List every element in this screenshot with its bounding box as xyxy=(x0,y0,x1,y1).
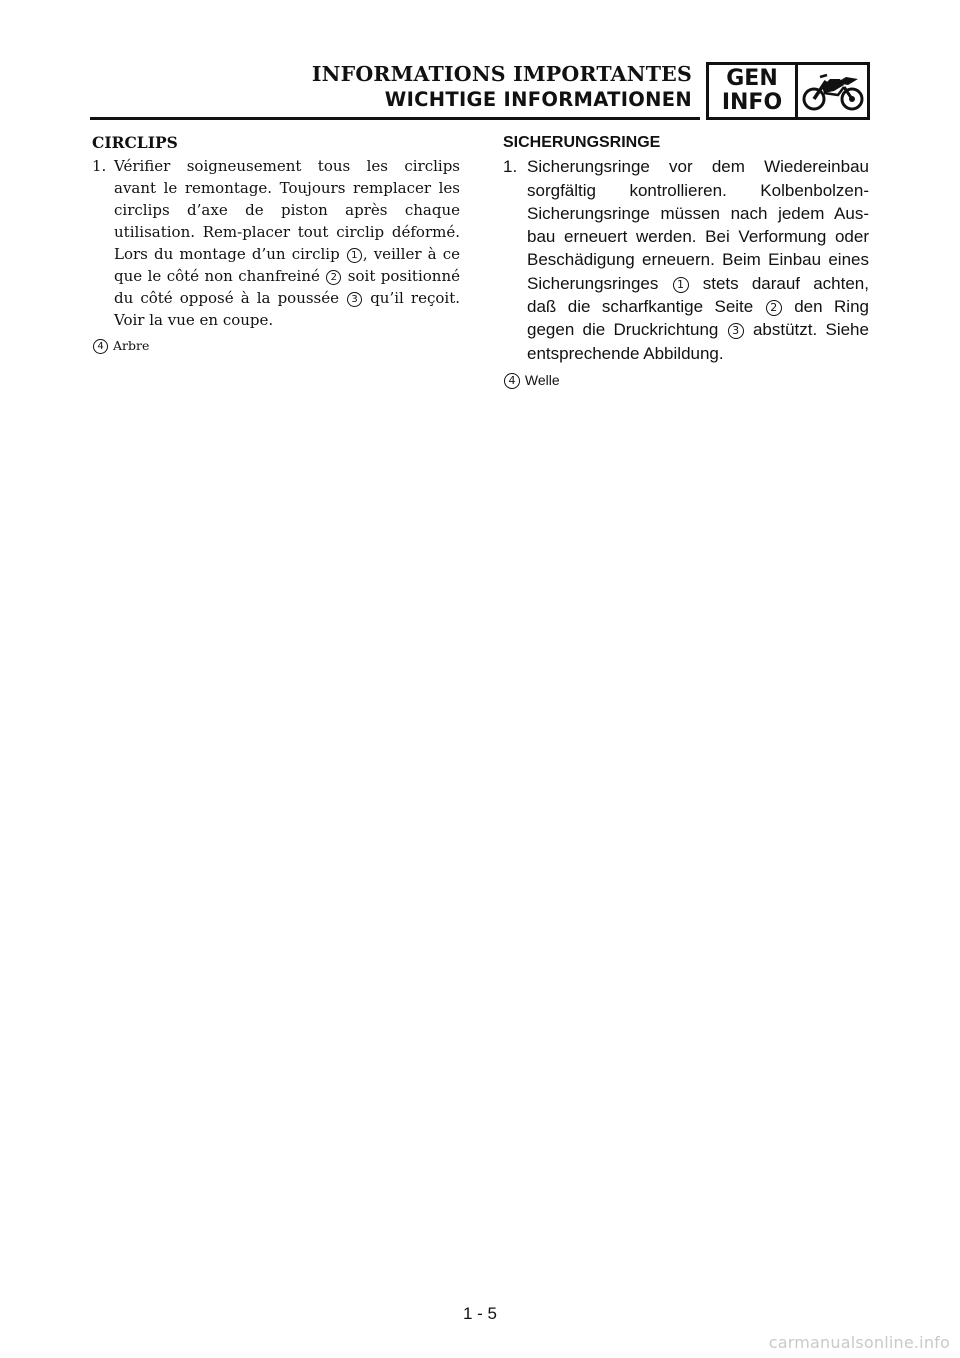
item-text-de-4: abstützt. Siehe entsprechende Abbildung. xyxy=(527,320,869,363)
item-number-fr: 1. xyxy=(92,157,107,175)
item-text-de-3: den Ring gegen die Druckrichtung xyxy=(527,297,869,340)
motorcycle-icon xyxy=(798,65,867,117)
page-number: 1 - 5 xyxy=(462,1304,498,1323)
badge-line-1: GEN xyxy=(726,66,778,91)
german-column xyxy=(503,131,869,392)
header-title-fr: INFORMATIONS IMPORTANTES xyxy=(311,62,692,86)
callout-2-fr: 2 xyxy=(326,270,341,285)
watermark: carmanualsonline.info xyxy=(768,1333,950,1352)
item-text-fr-4: qu’il reçoit. Voir la vue en coupe. xyxy=(114,289,460,329)
item-text-fr-3: soit positionné du côté opposé à la poussée xyxy=(114,267,460,307)
callout-3-de: 3 xyxy=(728,323,744,339)
list-item-fr xyxy=(92,155,460,331)
note-fr xyxy=(92,335,460,357)
section-heading-de: SICHERUNGSRINGE xyxy=(503,134,661,151)
callout-3-fr: 3 xyxy=(347,292,362,307)
note-text-fr: Arbre xyxy=(112,338,150,353)
item-number-de: 1. xyxy=(503,157,518,177)
list-item-de xyxy=(503,155,869,365)
callout-1-de: 1 xyxy=(673,277,689,293)
item-text-fr-2: , veiller à ce que le côté non chanfreiné xyxy=(114,245,460,285)
item-text-fr-1: Vérifier soigneusement tous les circlips avant le remontage. Toujours remplacer les circlips d’axe de piston après chaque utilisation. Rem-placer tout circlip déformé. Lors du montage d’un circlip xyxy=(114,157,460,263)
header-rule xyxy=(90,117,700,120)
header-title-de: WICHTIGE INFORMATIONEN xyxy=(384,88,692,111)
callout-2-de: 2 xyxy=(766,300,782,316)
callout-1-fr: 1 xyxy=(347,248,362,263)
section-heading-fr: CIRCLIPS xyxy=(92,133,178,152)
item-text-de-1: Sicherungsringe vor dem Wiedereinbau sorgfältig kontrollieren. Kolbenbolzen-Sicherungsringe müssen nach jedem Aus-bau erneuert werden. Bei Verformung oder Beschädigung erneuern. Beim Einbau eines Sicherungsringes xyxy=(527,157,869,293)
callout-4-de: 4 xyxy=(504,373,520,389)
french-column xyxy=(92,132,460,357)
badge-line-2: INFO xyxy=(721,90,783,115)
badge-label xyxy=(709,65,798,117)
note-text-de: Welle xyxy=(524,371,560,388)
item-text-de-2: stets darauf achten, daß die scharfkantige Seite xyxy=(527,273,869,317)
callout-4-fr: 4 xyxy=(93,339,108,354)
section-badge xyxy=(706,62,870,120)
note-de xyxy=(503,369,869,392)
